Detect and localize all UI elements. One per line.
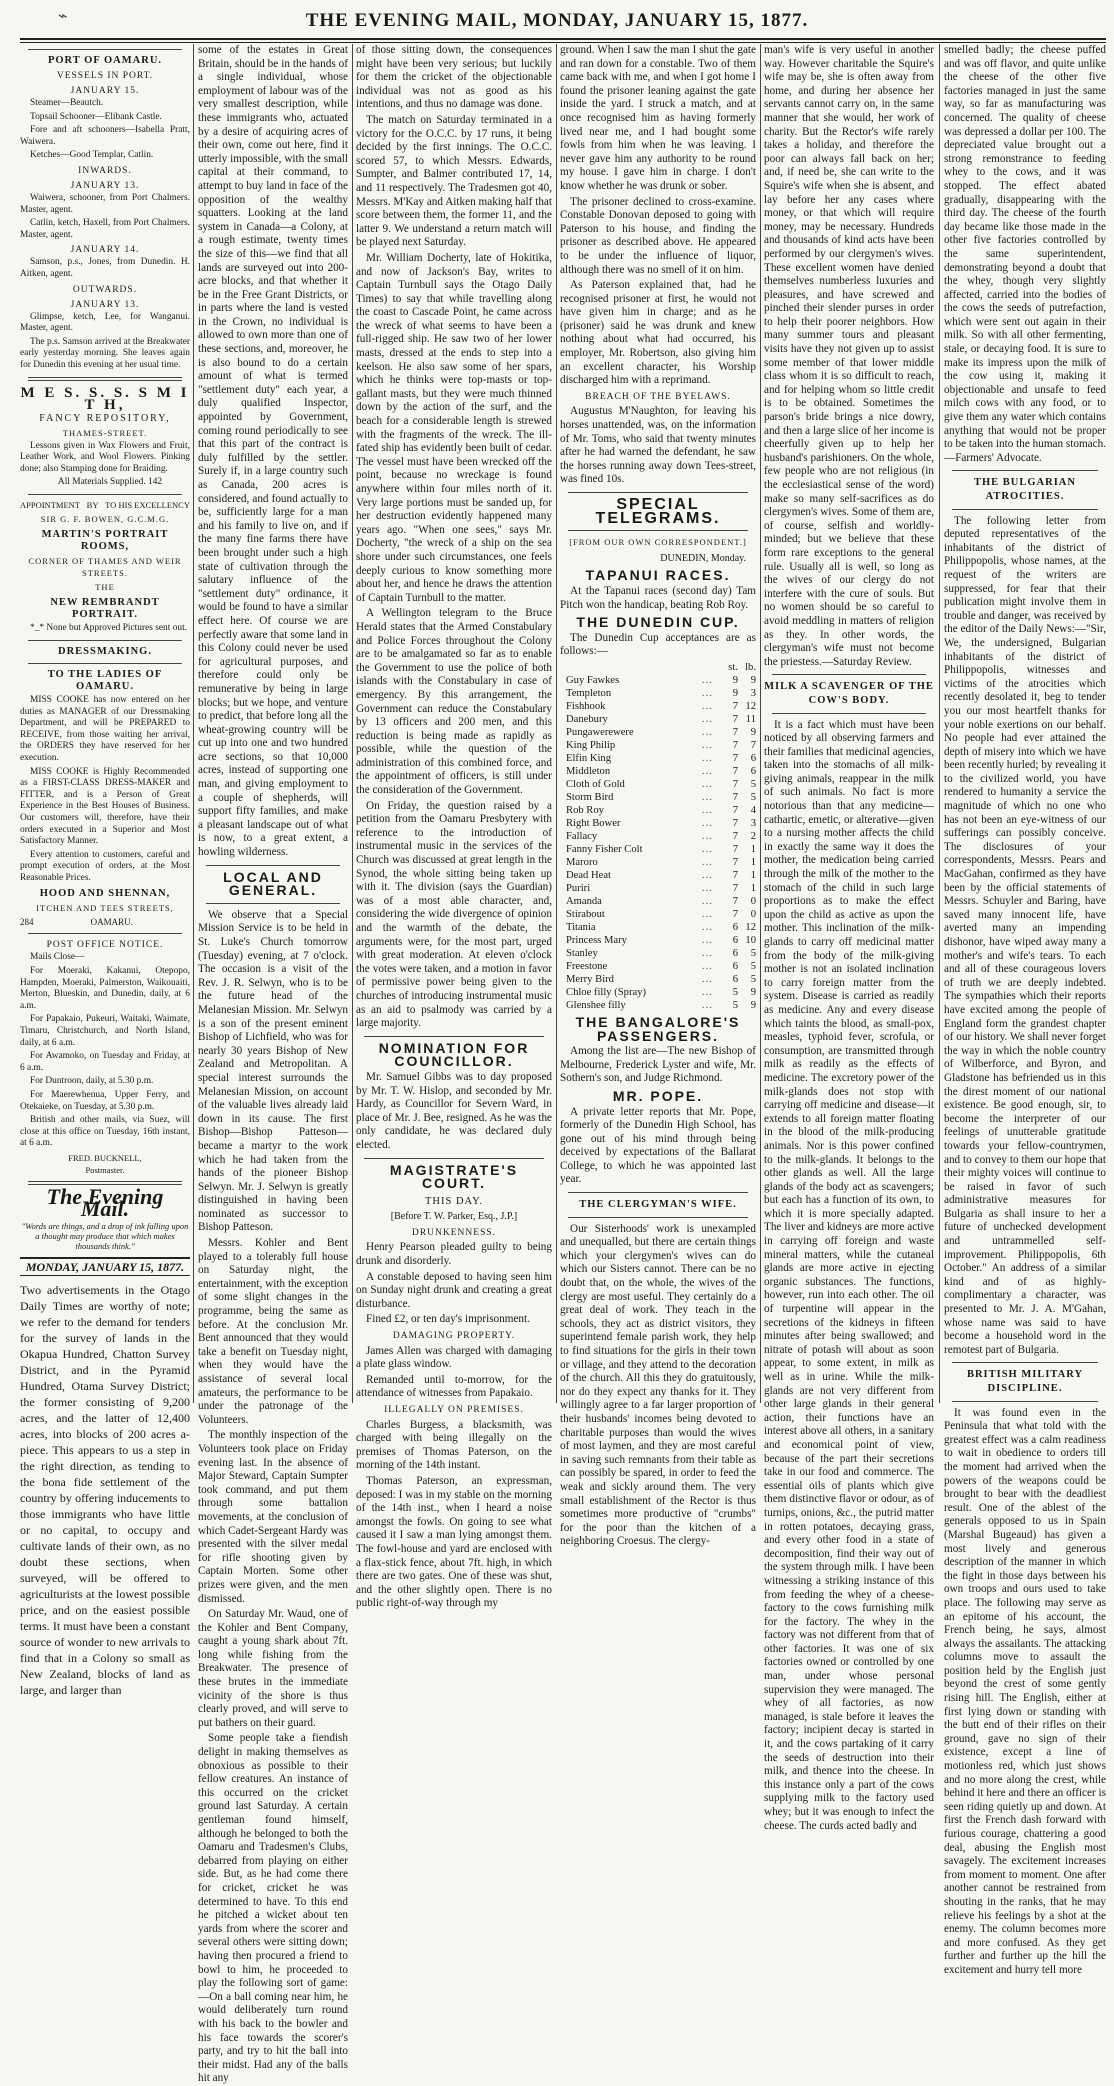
cup-stone: 7 bbox=[732, 726, 738, 738]
nomination-heading: NOMINATION FOR COUNCILLOR. bbox=[378, 1039, 530, 1070]
cup-row bbox=[560, 687, 756, 700]
divider bbox=[28, 640, 182, 641]
cup-pounds: 1 bbox=[750, 882, 756, 894]
cup-stone: 7 bbox=[732, 856, 738, 868]
leader-date: MONDAY, JANUARY 15, 1877. bbox=[20, 1257, 190, 1276]
cup-horse: Guy Fawkes bbox=[566, 674, 620, 686]
telegrams-sub: [FROM OUR OWN CORRESPONDENT.] bbox=[569, 537, 747, 548]
cup-dots: ... bbox=[701, 934, 713, 946]
cup-pounds: 5 bbox=[750, 791, 756, 803]
cup-table bbox=[560, 661, 756, 1012]
cup-horse: Fallacy bbox=[566, 830, 598, 842]
divider bbox=[206, 903, 340, 904]
news-paragraph: The match on Saturday terminated in a victory for the O.C.C. by 17 runs, it being decided by the first innings. The O.C.C. scored 57, to which Messrs. Edwards, Sumpter, and Balmer contributed 17, 14, and 11 respectively. The Tradesmen got 40, Messrs. M'Kay and Aitken making half that score between them, the former 11, and the latter 9. We understand a return match will be played next Saturday. bbox=[356, 113, 552, 249]
date-label: JANUARY 13. bbox=[70, 180, 140, 191]
cup-pounds: 3 bbox=[750, 687, 756, 699]
cup-horse: Templeton bbox=[566, 687, 612, 699]
masthead-rule bbox=[20, 38, 1106, 43]
martin-corner: CORNER OF THAMES AND WEIR STREETS. bbox=[28, 556, 182, 579]
divider bbox=[568, 1192, 748, 1193]
martin-the: THE bbox=[95, 582, 115, 593]
cup-row bbox=[560, 895, 756, 908]
case-heading: ILLEGALLY ON PREMISES. bbox=[384, 1405, 524, 1415]
cup-dots: ... bbox=[701, 752, 713, 764]
cup-horse: Stanley bbox=[566, 947, 598, 959]
hood-town: OAMARU. bbox=[90, 917, 133, 928]
post-line: For Moeraki, Kakanui, Otepopo, Hampden, Moeraki, Palmerston, Waikouaiti, Merton, Blueskin, and Dunedin, daily, at 6 a.m. bbox=[20, 966, 190, 1011]
cup-horse: Pungawerewere bbox=[566, 726, 634, 738]
cup-pounds: 12 bbox=[745, 700, 756, 712]
cup-pounds: 4 bbox=[750, 804, 756, 816]
news-paragraph: Mr. William Docherty, late of Hokitika, and now of Jackson's Bay, writes to Captain Turnbull says the Otago Daily Times) to say that while travelling along the coast to Cascade Point, he came across the wreck of what seems to have been a full-rigged ship. He saw two of her lower masts, dressed at the ends to step into a keelson. He also saw some of her spars, which he thinks were top-masts or top-gallant masts, but they were much thinned down by the action of the surf, and the beach for a considerable length is strewed with the fragments of the wreck. The ill-fated ship has evidently been built of cedar. The vessel must have been wrecked off the point, because no wreckage is found anywhere within four miles north of it. Very large portions must be sanded up, for her destruction evidently happened many years ago. "When one sees," says Mr. Docherty, "the wreck of a ship on the sea shore under such circumstances, one feels deeply curious to know something more about her, and hence he draws the attention of Captain Turnbull to the matter. bbox=[356, 251, 552, 604]
cup-horse: Chloe filly (Spray) bbox=[566, 986, 647, 998]
cooke-para: Every attention to customers, careful and prompt execution of orders, at the Most Reasonable Prices. bbox=[20, 849, 190, 883]
court-paragraph: James Allen was charged with damaging a plate glass window. bbox=[356, 1344, 552, 1371]
cup-row bbox=[560, 947, 756, 960]
telegram-date: DUNEDIN, Monday. bbox=[660, 552, 746, 564]
cup-row bbox=[560, 700, 756, 713]
post-line: British and other mails, via Suez, will close at this office on Tuesday, 16th instant, at 6 a.m. bbox=[20, 1115, 190, 1149]
shipping-note: The p.s. Samson arrived at the Breakwater early yesterday morning. She leaves again for Dunedin this evening at her usual time. bbox=[20, 336, 190, 370]
cup-row bbox=[560, 830, 756, 843]
cup-pounds: 5 bbox=[750, 947, 756, 959]
local-general-heading: LOCAL AND GENERAL. bbox=[223, 868, 323, 899]
cup-pounds: 1 bbox=[750, 869, 756, 881]
cup-stone: 6 bbox=[732, 973, 738, 985]
martin-new: NEW REMBRANDT PORTRAIT. bbox=[50, 597, 160, 621]
telegrams-heading: SPECIAL TELEGRAMS. bbox=[595, 496, 721, 527]
cup-row bbox=[560, 843, 756, 856]
telegram-paragraph: Among the list are—The new Bishop of Melbourne, Frederick Lyster and wife, Mr. Sothern's son, and Judge Richmond. bbox=[560, 1045, 756, 1085]
cup-dots: ... bbox=[701, 999, 713, 1011]
port-heading: PORT OF OAMARU. bbox=[47, 55, 163, 66]
cup-dots: ... bbox=[701, 713, 713, 725]
cup-row bbox=[560, 908, 756, 921]
cup-row bbox=[560, 713, 756, 726]
dressmaking-heading: DRESSMAKING. bbox=[58, 645, 152, 657]
cup-dots: ... bbox=[701, 765, 713, 777]
cup-dots: ... bbox=[701, 973, 713, 985]
post-line: For Papakaio, Pukeuri, Waitaki, Waimate, Timaru, Christchurch, and North Island, daily, at 6 a.m. bbox=[20, 1014, 190, 1048]
post-line: For Awamoko, on Tuesday and Friday, at 6 a.m. bbox=[20, 1051, 190, 1073]
ship-entry: Samson, p.s., Jones, from Dunedin. H. Aitken, agent. bbox=[20, 257, 190, 279]
cup-dots: ... bbox=[701, 869, 713, 881]
cup-stone: 7 bbox=[732, 830, 738, 842]
paper-name: The Evening Mail. bbox=[46, 1183, 164, 1221]
editorial-continued: some of the estates in Great Britain, should be in the hands of a single individual, whose employment of labour was of the very smallest description, while these immigrants who, actuated by a desire of acquiring acres of their own, come out here, find it utterly impossible, with the small capital at their command, to attempt to buy land in face of the opposition of the wealthy squatters. Looking at the land system in Canada—a Colony, at a rough estimate, twenty times the size of this—we find that all lands are surveyed out into 200-acre blocks, and that whether it be in the Free Grant Districts, or in parts where the land is vested in the Crown, no individual is allowed to own more than one of these sections, and, moreover, he is also bound to do a certain amount of what is termed "settlement duty" each year, a duly qualified Inspector, appointed by Government, coming round periodically to see that this part of the contract is duly fulfilled by the settler. Surely if, in a large country such as Canada, 200 acres is considered, and found actually to be, sufficiently large for a man and his family to live on, and if the many fine farms there have been brought under such a high state of cultivation through the salutary influence of the "settlement duty" ordinance, it would be found to have a similar effect here. Of course we are perfectly aware that some land in this Colony could never be used for agricultural purposes, and therefore could only be remunerative by being in large blocks; but we hope, and venture to predict, that before long all the wheat-growing country will be cut up into one and two hundred acre sections, so that 10,000 acres, instead of supporting one man, and giving employment to a couple of shepherds, will support fifty families, and make a pleasant landscape out of what is now, to a great extent, a howling wilderness. bbox=[198, 44, 348, 859]
advert-smith-name: M E S. S. S. S M I T H, bbox=[20, 384, 190, 413]
cup-row bbox=[560, 791, 756, 804]
divider bbox=[28, 494, 182, 495]
cup-stone: 7 bbox=[732, 713, 738, 725]
cup-horse: Titania bbox=[566, 921, 596, 933]
cup-pounds: 11 bbox=[745, 713, 756, 725]
cup-row bbox=[560, 973, 756, 986]
advert-smith-street: THAMES-STREET. bbox=[62, 427, 148, 438]
column-rule bbox=[939, 44, 940, 1403]
column-1 bbox=[20, 44, 190, 1697]
cup-stone: 7 bbox=[732, 804, 738, 816]
cup-horse: Cloth of Gold bbox=[566, 778, 625, 790]
cup-horse: Rob Roy bbox=[566, 804, 604, 816]
cup-horse: Fanny Fisher Colt bbox=[566, 843, 643, 855]
court-paragraph: The prisoner declined to cross-examine. Constable Donovan deposed to going with Paterson to his house, and finding the prisoner as described above. He appeared to be under the influence of liquor, although there was no smell of it on him. bbox=[560, 195, 756, 276]
cup-row bbox=[560, 674, 756, 687]
telegram-paragraph: The Dunedin Cup acceptances are as follows:— bbox=[560, 631, 756, 658]
divider bbox=[952, 1401, 1098, 1402]
cooke-para: MISS COOKE has now entered on her duties as MANAGER of our Dressmaking Department, and will be PREPARED to RECEIVE, from those waiting her arrival, the ORDERS they have reserved for her execution. bbox=[20, 694, 190, 763]
news-paragraph: The monthly inspection of the Volunteers took place on Friday evening last. In the absence of Major Steward, Captain Sumpter took command, and put them through some battalion movements, at the conclusion of which Cadet-Sergeant Hardy was presented with the silver medal for rifle shooting given by Captain Morten. Some other prizes were given, and the men dismissed. bbox=[198, 1429, 348, 1605]
cup-dots: ... bbox=[701, 986, 713, 998]
post-sign: FRED. BUCKNELL, bbox=[68, 1152, 142, 1163]
cup-pounds: 9 bbox=[750, 674, 756, 686]
ladies-heading: TO THE LADIES OF OAMARU. bbox=[47, 668, 163, 692]
court-paragraph: A constable deposed to having seen him on Sunday night drunk and creating a great disturbance. bbox=[356, 1270, 552, 1310]
cup-row bbox=[560, 882, 756, 895]
court-paragraph: As Paterson explained that, had he recognised prisoner at first, he would not have given him in charge; and as he (prisoner) said he was drunk and knew nothing about what had occurred, his employer, Mr. Robertson, also giving him an excellent character, his Worship discharged him with a reprimand. bbox=[560, 279, 756, 387]
article-paragraph: smelled badly; the cheese puffed and was off flavor, and quite unlike the cheese of the other five factories managed in just the same way, so far as manufacturing was concerned. The quality of cheese was depressed a dollar per 100. The depreciated value brought out a strong remonstrance to feeding whey to the cows, and it was stopped. The effect abated gradually, disappearing with the third day. The cheese of the fourth day became like those made in the other five factories controlled by the same superintendent, demonstrating beyond a doubt that the whey, though very slightly affected, carried into the bodies of the cows the seeds of putrefaction, which were sent out again in their milk. So with all other fermenting, stale, or decaying food. It is sure to make its impress upon the milk of the cow using it, making it objectionable and unsafe to feed milch cows with any food, or to give them any water which contains anything that would not be proper to be taken into the human stomach.—Farmers' Advocate. bbox=[944, 44, 1106, 464]
cup-pounds: 6 bbox=[750, 752, 756, 764]
news-paragraph: Messrs. Kohler and Bent played to a tolerably full house on Saturday night, the entertainment, with the exception of some slight changes in the programme, being the same as before. At the conclusion Mr. Bent announced that they would take a benefit on Tuesday night, when they would have the assistance of several local amateurs, the performance to be under the patronage of the Volunteers. bbox=[198, 1237, 348, 1426]
cup-pounds: 5 bbox=[750, 778, 756, 790]
court-paragraph: Henry Pearson pleaded guilty to being drunk and disorderly. bbox=[356, 1241, 552, 1268]
post-line: For Duntroon, daily, at 5.30 p.m. bbox=[30, 1076, 154, 1087]
appointment-sir: SIR G. F. BOWEN, G.C.M.G. bbox=[40, 514, 170, 525]
cup-stone: 7 bbox=[732, 765, 738, 777]
telegram-paragraph: A private letter reports that Mr. Pope, formerly of the Dunedin High School, has gone out of his mind through being deceived by expectations of the Ballarat College, to which he was appointed last year. bbox=[560, 1105, 756, 1186]
cup-dots: ... bbox=[701, 674, 713, 686]
cup-horse: Middleton bbox=[566, 765, 611, 777]
cup-dots: ... bbox=[701, 908, 713, 920]
appointment-by: BY bbox=[86, 499, 99, 510]
cup-dots: ... bbox=[701, 700, 713, 712]
divider bbox=[952, 509, 1098, 510]
milk-heading: MILK A SCAVENGER OF THE COW'S BODY. bbox=[764, 681, 934, 706]
telegram-paragraph: At the Tapanui races (second day) Tam Pitch won the handicap, beating Rob Roy. bbox=[560, 584, 756, 611]
clergyman-heading: THE CLERGYMAN'S WIFE. bbox=[579, 1199, 737, 1211]
cup-horse: Freestone bbox=[566, 960, 608, 972]
cup-stone: 6 bbox=[732, 947, 738, 959]
divider bbox=[952, 1362, 1098, 1363]
cup-header-row bbox=[560, 661, 756, 674]
cup-dots: ... bbox=[701, 830, 713, 842]
cup-stone: 7 bbox=[732, 817, 738, 829]
news-paragraph: Mr. Samuel Gibbs was to day proposed by Mr. T. W. Hislop, and seconded by Mr. Hardy, as Councillor for Severn Ward, in place of Mr. J. Bee, resigned. As he was the only candidate, he was declared duly elected. bbox=[356, 1070, 552, 1151]
court-paragraph: Fined £2, or ten day's imprisonment. bbox=[366, 1313, 530, 1326]
news-paragraph: of those sitting down, the consequences might have been very serious; but luckily for them the cricket of the objectionable individual was not as good as his intentions, and thus no damage was done. bbox=[356, 44, 552, 111]
cup-stone: 7 bbox=[732, 778, 738, 790]
divider bbox=[28, 933, 182, 934]
divider bbox=[568, 1217, 748, 1218]
ship-entry: Topsail Schooner—Elibank Castle. bbox=[30, 111, 162, 122]
cup-dots: ... bbox=[701, 843, 713, 855]
cup-dots: ... bbox=[701, 817, 713, 829]
advert-smith-body: Lessons given in Wax Flowers and Fruit, Leather Work, and Wool Flowers. Pinking done; also Stamping done for Braiding. bbox=[20, 440, 190, 474]
court-paragraph: Charles Burgess, a blacksmith, was charged with being illegally on the premises of Thomas Paterson, on the morning of the 14th instant. bbox=[356, 1418, 552, 1472]
advert-number: 284 bbox=[20, 917, 34, 928]
cup-horse: Danebury bbox=[566, 713, 608, 725]
divider bbox=[568, 530, 748, 531]
date-label: JANUARY 13. bbox=[70, 299, 140, 310]
cup-stone: 7 bbox=[732, 908, 738, 920]
article-paragraph: It is a fact which must have been noticed by all observing farmers and their families that medicinal agencies, taken into the stomachs of all milk-giving animals, reappear in the milk of such animals. No fact is more notorious than that any medicine—cathartic, emetic, or alterative—given to a nursing mother affects the child in exactly the same way it does the mother, the medication being carried through the milk of the mother to the stomach of the child in such large proportions as to make the effect upon the child as active as upon the mother. This inclination of the milk-glands to carry off medicinal matter from the body of the milk-giving mother is not an isolated inclination to carry foreign matter from the system. Disease is carried as readily as medicine. Any and every disease which taints the blood, as small-pox, measles, typhoid fever, scrofula, or consumption, are transmitted through milk as readily as the effects of medicine. The excretory power of the milk-glands does not stop with carrying off medicine and disease—it extends to all foreign matter floating in the blood of the milk-producing animals. Nor is this power confined to the milk-glands. It belongs to the other glands as well. All the large glands of the body act as scavengers; but each has a function of its own, to which it is more specially adapted. The liver and kidneys are more active in carrying off foreign and waste mineral matters, while the cutaneal glands are more active in ejecting organic substances. The functions, however, run into each other. The oil of turpentine will appear in the secretions of the kidneys in fifteen minutes after being swallowed; and nitrate of potash will about as soon appear, to some extent, in milk as well as in urine. While the milk-glands are not very different from other large glands in their general action, their functions have an interest above all others, in a sanitary and economical point of view, because of the part their secretions take in our food and commerce. The essential oils of plants which give them distinctive flavor or odour, as of turnips, onions, &c., the putrid matter in rotten potatoes, decaying grass, and every other food in a state of decomposition, find their way out of the system through milk. I have been witnessing a striking instance of this from feeding the whey of a cheese-factory to the cows furnishing milk for the factory. The whey in the factory was not different from that of other factories. It was one of six factories owned or controlled by one man, under whose personal supervision they were managed. The whey of all factories, as now managed, is stale before it leaves the factory; incipient decay is started in it, and the cows partaking of it carry the seeds of destruction into their milk, and thence into the cheese. In this instance only a part of the cows supplying milk to the factory used whey; but it was enough to infect the cheese. The curds acted badly and bbox=[764, 718, 934, 1832]
cup-horse: Amanda bbox=[566, 895, 602, 907]
appointment-right: TO HIS EXCELLENCY bbox=[105, 499, 190, 510]
news-paragraph: We observe that a Special Mission Service is to be held in St. Luke's Church tomorrow (Tuesday) evening, at 7 o'clock. The occasion is a visit of the Rev. J. R. Selwyn, who is to be the future head of the Melanesian Mission. Mr. Selwyn is a son of the present eminent Bishop of Lichfield, who was for nearly 30 years Bishop of New Zealand and Metropolitan. A special interest surrounds the Melanesian Mission, on account of the valuable lives already laid down in its cause. The first Bishop—Bishop Patteson—became a martyr to the work which he had taken from the hands of the pioneer Bishop Selwyn. Mr. J. Selwyn is greatly distinguished in having been nominated as successor to Bishop Patteson. bbox=[198, 908, 348, 1234]
divider bbox=[568, 492, 748, 493]
cup-dots: ... bbox=[701, 947, 713, 959]
cup-stone: 5 bbox=[732, 999, 738, 1011]
cup-stone: 6 bbox=[732, 934, 738, 946]
hood-line bbox=[20, 916, 190, 928]
cup-pounds: 5 bbox=[750, 960, 756, 972]
cup-row bbox=[560, 739, 756, 752]
military-heading: BRITISH MILITARY DISCIPLINE. bbox=[966, 1369, 1084, 1394]
column-rule bbox=[352, 44, 353, 1403]
court-paragraph: Augustus M'Naughton, for leaving his horses unattended, was, on the information of Mr. Toms, who said that twenty minutes after he had warned the defendant, he saw the horses running away down Tees-street, was fined 10s. bbox=[560, 405, 756, 486]
article-paragraph: Our Sisterhoods' work is unexampled and unequalled, but there are certain things which your clergymen's wives can do which our Sisters cannot. There can be no doubt that, on the whole, the wives of the clergy are most useful. They certainly do a great deal of work. They teach in the schools, they act as district visitors, they superintend female parish work, they help to find situations for the girls in their town or village, and they attend to the decoration of the church. All this they do gratuitously, nor do they expect any thanks for it. They willingly agree to a far larger proportion of their husbands' incomes being devoted to charitable purposes than would the wives of most laymen, and they are most careful in saving such remnants from their table as can possibly be spared, in order to feed the weak and sickly around them. The very small establishment of the Rector is thus sometimes more productive of "crumbs" for the poor than the kitchen of a neighboring Croesus. The clergy- bbox=[560, 1222, 756, 1548]
outwards-heading: OUTWARDS. bbox=[72, 284, 138, 295]
cup-stone: 6 bbox=[732, 921, 738, 933]
cup-pounds: 0 bbox=[750, 908, 756, 920]
cup-row bbox=[560, 856, 756, 869]
magistrate-before: [Before T. W. Parker, Esq., J.P.] bbox=[390, 1211, 518, 1223]
case-heading: BREACH OF THE BYELAWS. bbox=[585, 391, 731, 402]
tapanui-heading: TAPANUI RACES. bbox=[585, 567, 731, 584]
date-label: JANUARY 15. bbox=[70, 86, 140, 96]
column-rule bbox=[556, 44, 557, 1403]
cup-stone: 7 bbox=[732, 752, 738, 764]
cup-pounds: 1 bbox=[750, 843, 756, 855]
column-4 bbox=[560, 44, 756, 1548]
cup-dots: ... bbox=[701, 804, 713, 816]
cup-col-lb: lb. bbox=[745, 661, 756, 673]
corner-mark: ⌁ bbox=[58, 8, 68, 25]
post-role: Postmaster. bbox=[85, 1164, 125, 1175]
advert-number: 142 bbox=[148, 477, 163, 488]
cup-stone: 7 bbox=[732, 869, 738, 881]
ship-entry: Glimpse, ketch, Lee, for Wanganui. Master, agent. bbox=[20, 311, 190, 334]
cup-dots: ... bbox=[701, 739, 713, 751]
news-paragraph: On Friday, the question raised by a petition from the Oamaru Presbytery with reference to the introduction of instrumental music in the services of the Church was discussed at great length in the Synod, the whole sitting being taken up with it. The division (says the Guardian) was of a most able character, and, considering the wide divergence of opinion and the warmth of the debate, the arguments were, for the most part, urged with great moderation. At eleven o'clock the votes were taken, and a motion in favor of permissive power being given to the churches of introducing instrumental music as an aid to psalmody was carried by a large majority. bbox=[356, 799, 552, 1030]
divider bbox=[28, 663, 182, 664]
cup-horse: Merry Bird bbox=[566, 973, 614, 985]
cup-stone: 9 bbox=[732, 687, 738, 699]
divider bbox=[28, 377, 182, 381]
cup-row bbox=[560, 934, 756, 947]
cup-horse: Elfin King bbox=[566, 752, 612, 764]
column-rule bbox=[193, 44, 194, 1403]
dunedin-cup-heading: THE DUNEDIN CUP. bbox=[576, 614, 740, 631]
cup-row bbox=[560, 752, 756, 765]
cup-stone: 7 bbox=[732, 843, 738, 855]
magistrate-heading: MAGISTRATE'S COURT. bbox=[389, 1161, 519, 1192]
vessels-heading: VESSELS IN PORT. bbox=[56, 71, 154, 81]
column-6 bbox=[944, 44, 1106, 1976]
advert-smith-materials-text: All Materials Supplied. bbox=[57, 477, 146, 488]
divider bbox=[28, 49, 182, 50]
masthead-title: THE EVENING MAIL, MONDAY, JANUARY 15, 1877. bbox=[305, 10, 809, 31]
cup-row bbox=[560, 778, 756, 791]
cup-horse: Stirabout bbox=[566, 908, 605, 920]
appointment-line bbox=[20, 500, 190, 512]
cup-row bbox=[560, 726, 756, 739]
news-paragraph: On Saturday Mr. Waud, one of the Kohler and Bent Company, caught a young shark about 7ft. long while fishing from the Breakwater. The presence of these brutes in the immediate vicinity of the shore is thus clearly proved, and will serve to put bathers on their guard. bbox=[198, 1608, 348, 1729]
cup-pounds: 9 bbox=[750, 726, 756, 738]
cup-pounds: 3 bbox=[750, 817, 756, 829]
case-heading: DAMAGING PROPERTY. bbox=[392, 1331, 516, 1342]
date-label: JANUARY 14. bbox=[70, 245, 140, 256]
post-line: Mails Close— bbox=[30, 952, 85, 963]
cup-horse: Maroro bbox=[566, 856, 598, 868]
column-5 bbox=[764, 44, 934, 1832]
cup-dots: ... bbox=[701, 726, 713, 738]
court-paragraph: ground. When I saw the man I shut the gate and ran down for a constable. Two of them came back with me, and when I got home I found the prisoner leaning against the gate inside the yard. I struck a match, and at once recognised him as having formerly lived near me, and I had bought some fowls from him when he was leaving. I never gave him any authority to be round my house. I gave him in charge. I don't know whether he was drunk or sober. bbox=[560, 44, 756, 192]
this-day: THIS DAY. bbox=[424, 1195, 483, 1207]
cup-row bbox=[560, 817, 756, 830]
cup-dots: ... bbox=[701, 960, 713, 972]
court-paragraph: Thomas Paterson, an expressman, deposed: I was in my stable on the morning of the 14th inst., when I heard a noise amongst the fowls. On going to see what caused it I saw a man lying amongst them. The fowl-house and yard are enclosed with a flax-stick fence, about 7ft. high, in which there are two gates. One of these was shut, and the other slightly open. There is no public right-of-way through my bbox=[356, 1474, 552, 1610]
cup-pounds: 0 bbox=[750, 895, 756, 907]
martin-note: *_* None but Approved Pictures sent out. bbox=[30, 623, 188, 634]
cooke-para: MISS COOKE is Highly Recommended as a FIRST-CLASS DRESS-MAKER and FITTER, and is a Person of Great Experience in the Best Houses of Business. Our customers will, therefore, have their orders executed in a Superior and Most Satisfactory Manner. bbox=[20, 766, 190, 847]
cup-horse: Storm Bird bbox=[566, 791, 614, 803]
cup-dots: ... bbox=[701, 921, 713, 933]
cup-pounds: 1 bbox=[750, 856, 756, 868]
court-paragraph: Remanded until to-morrow, for the attendance of witnesses from Papakaio. bbox=[356, 1373, 552, 1400]
cup-stone: 9 bbox=[732, 674, 738, 686]
masthead bbox=[0, 0, 1114, 40]
case-heading: DRUNKENNESS. bbox=[411, 1227, 497, 1238]
bulgarian-heading: THE BULGARIAN ATROCITIES. bbox=[974, 477, 1076, 502]
ship-entry: Ketches—Good Templar, Catlin. bbox=[30, 150, 154, 161]
advert-smith-materials bbox=[20, 477, 190, 489]
article-paragraph: man's wife is very useful in another way. However charitable the Squire's wife may be, she is often away from home, and during her absence her servants cannot carry on, in the same manner that she would, her work of charity. But the Rector's wife rarely takes a holiday, and therefore the poor can always fall back on her; and, if need be, she can write to the Squire's wife when she is absent, and lay before her any cases where money, or that which will require money, may be necessary. Hundreds and thousands of kind acts have been performed by our clergymen's wives. These excellent women have denied themselves numberless luxuries and pleasures, and have screwed and pinched their slender purses in order to help their poorer neighbors. How many summer tours and pleasant visits have they not given up to assist some member of that lower middle class whom it is so difficult to reach, and for helping whom so little credit is to be obtained. Sometimes the parson's bride brings a nice dowry, and then a large slice of her income is cheerfully given up to help her husband's parishioners. On the whole, few people who are not religious (in the ecclesiastical sense of the word) make so many self-sacrifices as do clergymen's wives. Some of them are, of course, selfish and worldly-minded; but we believe that these form rare exceptions to the general rule. Usually all is well, so long as the wives of our clergy do not interfere with the cure of souls. But no women should be so careful to avoid meddling in matters of religion as they. In other words, the clergyman's wife must not become the priestess.—Saturday Review. bbox=[764, 44, 934, 668]
article-paragraph: It was found even in the Peninsula that what told with the greatest effect was a calm readiness to wait in obedience to orders till the moment had arrived when the powers of the weapons could be brought to bear with the deadliest result. One of the ablest of the generals opposed to us in Spain (Marshal Bugeaud) has given a most lively and generous description of the manner in which the fight in those days between his own troops and ours used to take place. The following may serve as an epitome of his account, the French being, he says, almost always the assailants. The attacking columns move to assault the position held by the English just beyond the crest of some gently rising hill. The English, either at first lying down or standing with the butt end of their rifles on their ground, gave no sign of their existence, except a line of motionless red, which just shows and no more along the crest, while behind it here and there an officer is seen riding quietly up and down. At first the French dash forward with furious courage, chattering a good deal, abusing the English most savagely. The excitement increases from moment to moment. One after another cannot be restrained from shouting in the ranks, that he may relieve his feelings by a shot at the enemy. The column becomes more and more confused. As they get further and further up the hill the excitement and hurry tell more bbox=[944, 1406, 1106, 1976]
hood-sub: ITCHEN AND TEES STREETS, bbox=[36, 903, 174, 914]
hood-name: HOOD AND SHENNAN, bbox=[39, 888, 171, 900]
divider bbox=[952, 470, 1098, 471]
motto: "Words are things, and a drop of ink falling upon a thought may produce that which makes thousands think." bbox=[21, 1220, 189, 1251]
divider bbox=[772, 674, 926, 675]
divider bbox=[206, 865, 340, 866]
advert-smith-sub: FANCY REPOSITORY, bbox=[39, 412, 171, 424]
cup-pounds: 9 bbox=[750, 999, 756, 1011]
cup-dots: ... bbox=[701, 687, 713, 699]
news-paragraph: Some people take a fiendish delight in making themselves as obnoxious as possible to their fellow creatures. An instance of this occurred on the cricket ground last Saturday. A certain gentleman found himself, although he belonged to both the Oamaru and Tradesmen's Clubs, debarred from playing on either side. But, as he had come there for cricket, cricket he was determined to have. To this end he pitched a wicket about ten yards from where the scorer and several others were sitting down; having then procured a friend to bowl to him, he proceeded to play the following sort of game:—On a ball coming near him, he would deliberately turn round with his back to the bowler and his face towards the scorer's party, and try to hit the ball into their midst. Had any of the balls hit any bbox=[198, 1732, 348, 2085]
post-heading: POST OFFICE NOTICE. bbox=[46, 940, 164, 951]
martin-heading: MARTIN'S PORTRAIT ROOMS, bbox=[41, 529, 169, 553]
cup-pounds: 5 bbox=[750, 973, 756, 985]
cup-stone: 7 bbox=[732, 895, 738, 907]
cup-stone: 6 bbox=[732, 960, 738, 972]
cup-dots: ... bbox=[701, 882, 713, 894]
cup-horse: Glenshee filly bbox=[566, 999, 626, 1011]
cup-row bbox=[560, 869, 756, 882]
cup-row bbox=[560, 986, 756, 999]
post-line: For Maerewhenua, Upper Ferry, and Otekaieke, on Tuesday, at 5.30 p.m. bbox=[20, 1090, 190, 1112]
bangalore-heading: THE BANGALORE'S PASSENGERS. bbox=[575, 1013, 741, 1044]
ship-entry: Fore and aft schooners—Isabella Pratt, Waiwera. bbox=[20, 125, 190, 147]
cup-pounds: 12 bbox=[745, 921, 756, 933]
inwards-heading: INWARDS. bbox=[78, 165, 132, 176]
cup-horse: Fishhook bbox=[566, 700, 606, 712]
column-2 bbox=[198, 44, 348, 2085]
cup-horse: King Philip bbox=[566, 739, 616, 751]
cup-horse: Dead Heat bbox=[566, 869, 611, 881]
cup-stone: 7 bbox=[732, 739, 738, 751]
cup-row bbox=[560, 999, 756, 1012]
cup-col-st: st. bbox=[728, 661, 738, 673]
editorial-text: Two advertisements in the Otago Daily Times are worthy of note; we refer to the demand for tenders for the survey of lands in the Okapua Hundred, Chatton Survey District, and in the Pyramid Hundred, Otama Survey District; the former consisting of 9,200 acres, and the latter of 12,400 acres, into blocks of 200 acres a-piece. This appears to us a step in the right direction, as tending to the bona fide settlement of the country by offering inducements to those immigrants who have little or no capital, to occupy and cultivate lands of their own, as no doubt these sections, when surveyed, will be offered to agriculturists at the lowest possible price, and on the easiest possible terms. It must have been a constant source of wonder to new arrivals to find that in a Colony so small as New Zealand, blocks of land as large, and larger than bbox=[20, 1282, 190, 1697]
cup-stone: 7 bbox=[732, 700, 738, 712]
cup-dots: ... bbox=[701, 856, 713, 868]
cup-horse: Right Bower bbox=[566, 817, 621, 829]
cup-row bbox=[560, 921, 756, 934]
cup-horse: Princess Mary bbox=[566, 934, 627, 946]
ship-entry: Waiwera, schooner, from Port Chalmers. Master, agent. bbox=[20, 192, 190, 215]
cup-pounds: 9 bbox=[750, 986, 756, 998]
article-paragraph: The following letter from deputed representatives of the inhabitants of the district of Philippopolis, whose names, at the request of the writers are suppressed, for fear that their publication might involve them in trouble and danger, was received by the editor of the Daily News:—"Sir, We, the undersigned, Bulgarian inhabitants of the district of Philippopolis, witnesses and victims of the atrocities which recently desolated it, beg to tender you our most heartfelt thanks for your noble exertions on our behalf. No people had ever attained the depth of misery into which we have been recently hurled; by revealing it to the civilized world, you have rendered to humanity a service the magnitude of which no one who has not been an eye-witness of our sufferings can possibly conceive. The disclosures of your correspondents, Messrs. Pears and MacGahan, confirmed as they have been by the official statements of Messrs. Schuyler and Baring, have saved many innocent life, have averted many an impending dishonor, have wiped away many a mother's and wife's tears. To each and all of these courageous lovers of truth we are deeply indebted. The sympathies which their reports have excited among the people of England form the grandest chapter of our history. We shall never forget the way in which the noble country of Wilberforce, and Byron, and Gladstone has befriended us in this the direst moment of our national existence. Be good enough, sir, to become the interpreter of our feelings of unutterable gratitude towards your fellow-countrymen, and to convey to them our hope that their mighty voices will continue to be raised in favor of such administrative measures for Bulgaria as shall insure to her a future of unchecked development and untrammelled self-improvement. Philippopolis, 6th October." An address of a similar kind and of as highly-complimentary a character, was presented to Mr. J. A. M'Gahan, whose name was said to have become a household word in the remotest part of Bulgaria. bbox=[944, 514, 1106, 1356]
cup-row bbox=[560, 960, 756, 973]
cup-dots: ... bbox=[701, 895, 713, 907]
pope-heading: MR. POPE. bbox=[612, 1087, 704, 1104]
divider bbox=[364, 1158, 544, 1159]
cup-row bbox=[560, 765, 756, 778]
cup-pounds: 2 bbox=[750, 830, 756, 842]
cup-horse: Puriri bbox=[566, 882, 591, 894]
cup-stone: 5 bbox=[732, 986, 738, 998]
cup-dots: ... bbox=[701, 791, 713, 803]
cup-row bbox=[560, 804, 756, 817]
cup-pounds: 7 bbox=[750, 739, 756, 751]
ship-entry: Catlin, ketch, Haxell, from Port Chalmers. Master, agent. bbox=[20, 218, 190, 240]
cup-dots: ... bbox=[701, 778, 713, 790]
cup-stone: 7 bbox=[732, 791, 738, 803]
divider bbox=[364, 1036, 544, 1037]
cup-pounds: 10 bbox=[745, 934, 756, 946]
cup-stone: 7 bbox=[732, 882, 738, 894]
appointment-left: APPOINTMENT bbox=[20, 499, 80, 510]
divider bbox=[772, 713, 926, 714]
cup-pounds: 6 bbox=[750, 765, 756, 777]
column-3 bbox=[356, 44, 552, 1610]
ship-entry: Steamer—Beautch. bbox=[30, 98, 104, 108]
news-paragraph: A Wellington telegram to the Bruce Herald states that the Armed Constabulary and Police Forces throughout the Colony are to be amalgamated so far as to enable the Government to use the police of both islands with the Constabulary in case of emergency. By this arrangement, the Government can reduce the Constabulary by 13 officers and 200 men, and this reduction is being made as rapidly as possible, while the question of the administration of this combined force, and the appointment of officers, is still under the consideration of the Government. bbox=[356, 607, 552, 797]
column-rule bbox=[760, 44, 761, 1403]
